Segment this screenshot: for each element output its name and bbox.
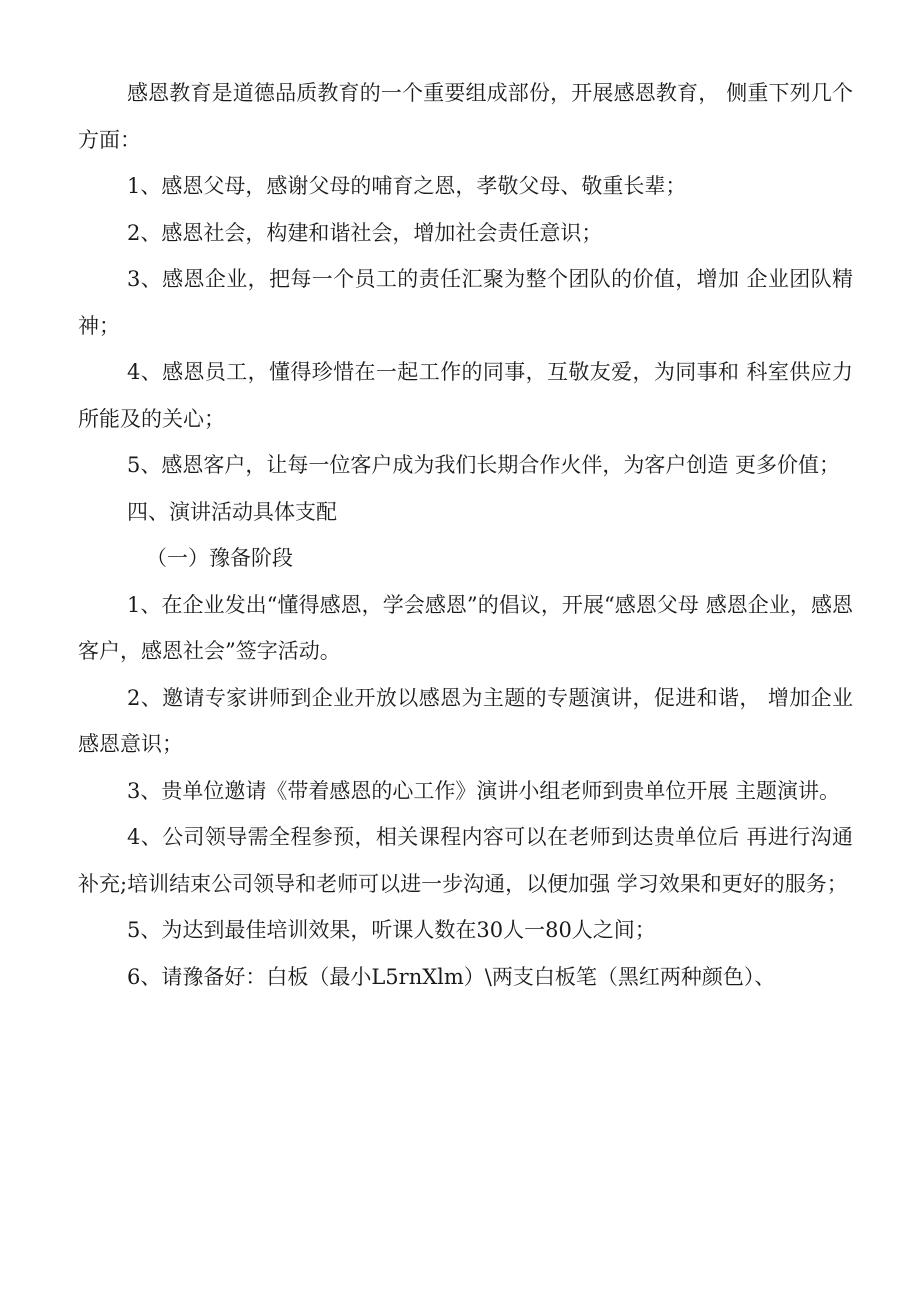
intro-paragraph: 感恩教育是道德品质教育的一个重要组成部份，开展感恩教育， 侧重下列几个方面： xyxy=(78,81,853,152)
document-page xyxy=(78,70,853,1000)
prep-item-1: 1、在企业发出“懂得感恩，学会感恩”的倡议，开展“感恩父母 感恩企业，感恩客户，感恩社会”签字活动。 xyxy=(78,592,853,663)
prep-item-4: 4、公司领导需全程参预，相关课程内容可以在老师到达贵单位后 再进行沟通补充;培训结束公司领导和老师可以进一步沟通，以便加强 学习效果和更好的服务； xyxy=(78,825,853,896)
subsection-heading: （一）豫备阶段 xyxy=(146,546,293,570)
list-item-gratitude-society: 2、感恩社会，构建和谐社会，增加社会责任意识； xyxy=(127,220,603,245)
prep-item-6: 6、请豫备好：白板（最小L5rnXlm）\两支白板笔（黑红两种颜色）、 xyxy=(127,964,776,989)
list-item-gratitude-staff: 4、感恩员工，懂得珍惜在一起工作的同事，互敬友爱，为同事和 科室供应力所能及的关心； xyxy=(78,360,853,431)
list-item-gratitude-customers: 5、感恩客户，让每一位客户成为我们长期合作火伴，为客户创造 更多价值； xyxy=(127,453,841,477)
list-item-gratitude-parents: 1、感恩父母，感谢父母的哺育之恩，孝敬父母、敬重长辈； xyxy=(127,174,687,198)
section-heading: 四、演讲活动具体支配 xyxy=(127,499,337,524)
prep-item-5: 5、为达到最佳培训效果，听课人数在30人一80人之间； xyxy=(127,918,656,942)
prep-item-3: 3、贵单位邀请《带着感恩的心工作》演讲小组老师到贵单位开展 主题演讲。 xyxy=(127,778,841,803)
prep-item-2: 2、邀请专家讲师到企业开放以感恩为主题的专题演讲，促进和谐， 增加企业感恩意识； xyxy=(78,685,853,756)
list-item-gratitude-enterprise: 3、感恩企业，把每一个员工的责任汇聚为整个团队的价值，增加 企业团队精神； xyxy=(78,267,853,338)
